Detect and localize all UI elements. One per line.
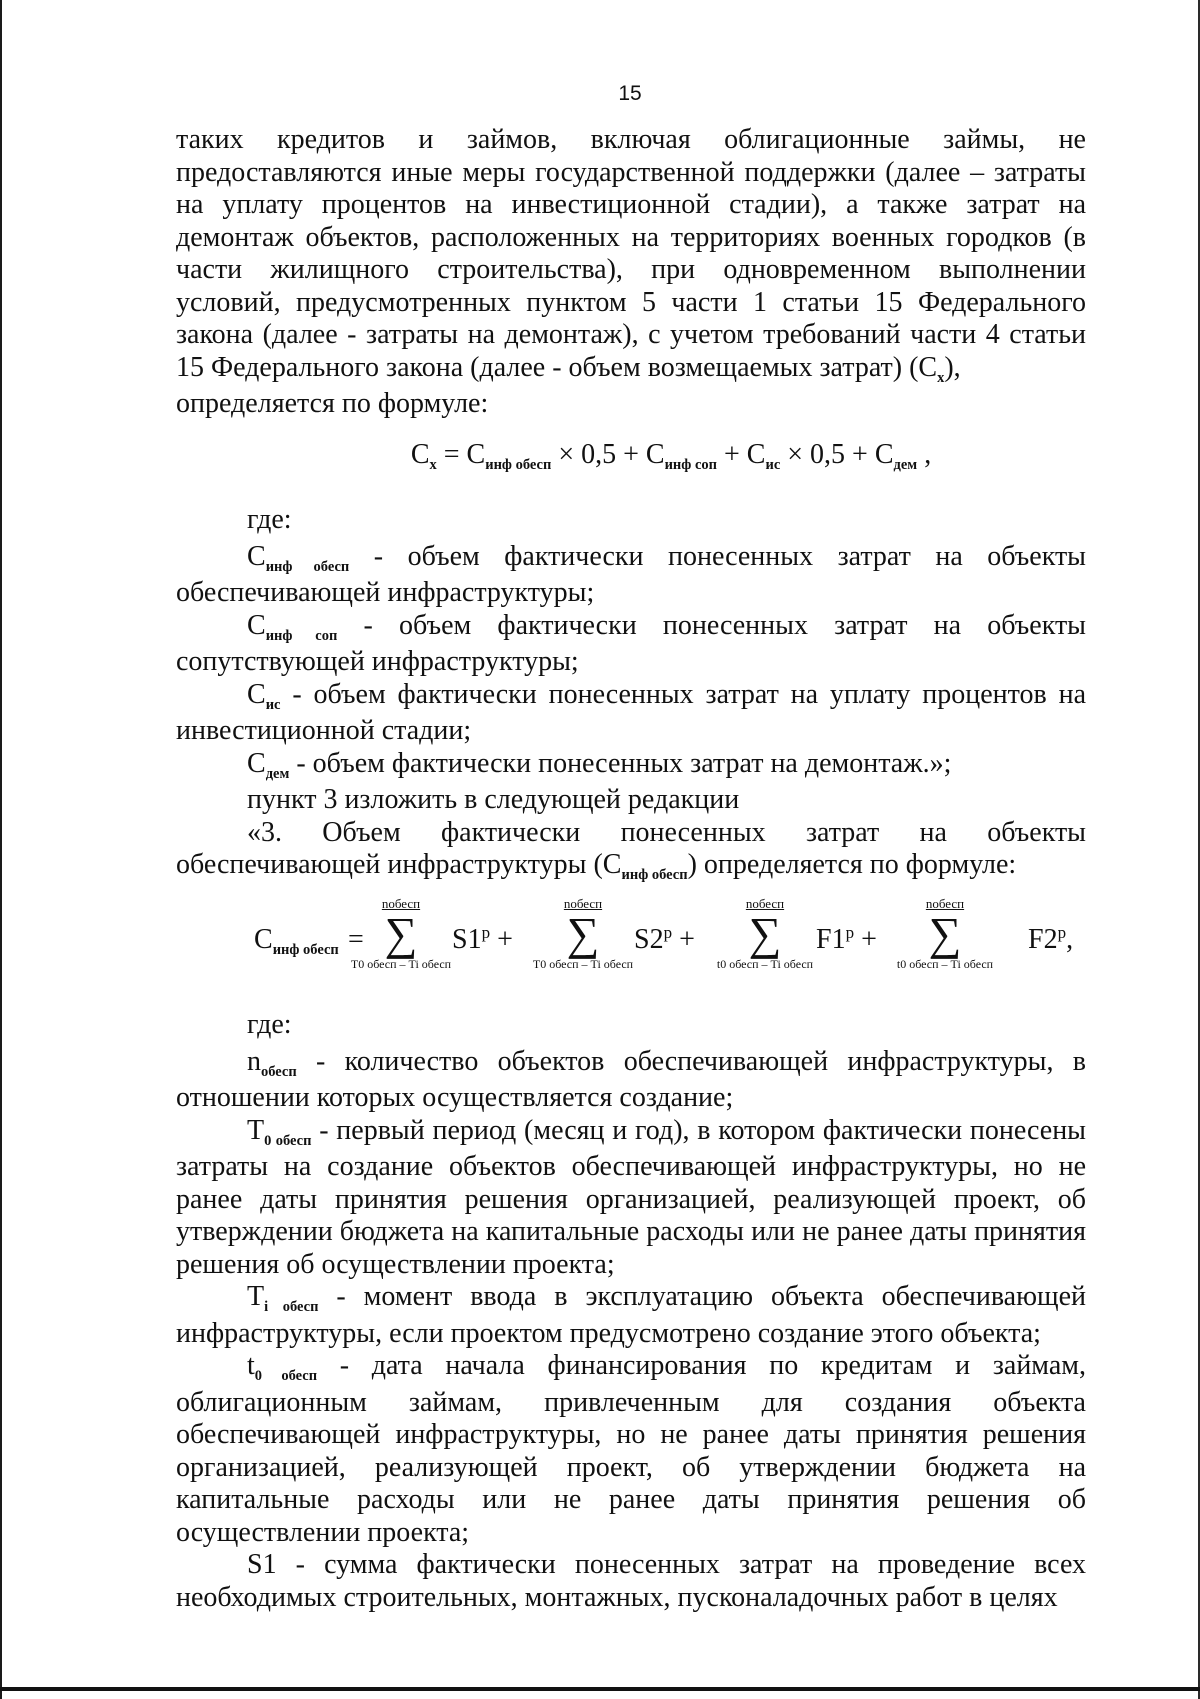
def-subscript: 0 обесп: [264, 1132, 312, 1149]
sum-3-lower: t0 обесп – Ti обесп: [716, 956, 814, 971]
def-symbol: n: [247, 1045, 261, 1077]
term-f1: [816, 924, 877, 960]
sum-3: [710, 896, 820, 972]
sum-1: [346, 896, 456, 972]
def-text: - объем фактически понесенных затрат на демонтаж.»;: [289, 747, 952, 779]
def-symbol: C: [247, 609, 266, 641]
term-s1-symbol: S1: [452, 923, 482, 955]
formula2-lhs-symbol: C: [254, 923, 273, 955]
def-text: - момент ввода в эксплуатацию объекта обеспечивающей инфраструктуры, если проектом предусмотрено создание этого объекта;: [176, 1281, 1086, 1349]
definition-s1: S1 - сумма фактически понесенных затрат на проведение всех необходимых строительных, монтажных, пусконаладочных работ в целях: [176, 1549, 1086, 1613]
paragraph-point-3: [176, 817, 1086, 886]
cx-subscript: x: [937, 369, 945, 386]
def-text: - объем фактически понесенных затрат на объекты сопутствующей инфраструктуры;: [176, 609, 1086, 677]
formula-subscript: ис: [765, 456, 781, 473]
sigma-symbol: ∑: [748, 907, 782, 959]
term-f2-superscript: p: [1057, 922, 1067, 942]
term-s2-symbol: S2: [634, 923, 664, 955]
plus-sign: +: [497, 923, 513, 955]
def-subscript: ис: [265, 696, 281, 713]
def-subscript: инф соп: [265, 627, 338, 644]
scan-edge-bottom: [0, 1687, 1200, 1691]
term-s1-superscript: p: [481, 922, 491, 942]
sum-4-lower: t0 обесп – Ti обесп: [896, 956, 994, 971]
formula-subscript: дем: [893, 456, 918, 473]
def-subscript: 0 обесп: [254, 1368, 318, 1384]
formula-term: = C: [436, 438, 486, 470]
definition-t0-small-obesp: [176, 1350, 1086, 1549]
sum-2: [528, 896, 638, 972]
page-number: 15: [618, 82, 642, 105]
point-3-instruction: пункт 3 изложить в следующей редакции: [247, 784, 740, 815]
def-text: - количество объектов обеспечивающей инфраструктуры, в отношении которых осуществляется создание;: [176, 1045, 1086, 1113]
definition-c-is: [176, 679, 1086, 748]
def-text: - первый период (месяц и год), в котором фактически понесены затраты на создание объектов обеспечивающей инфраструктуры, но не ранее даты принятия решения организацией, реализующей проект, об утверждении бюджета на капитальные расходы или не ранее даты принятия решения об осуществлении проекта;: [176, 1114, 1086, 1280]
definition-c-inf-sop: [176, 610, 1086, 679]
scan-edge-left: [0, 0, 2, 1699]
def-symbol: T: [247, 1281, 265, 1312]
sigma-symbol: ∑: [384, 907, 418, 959]
sum-1-lower: T0 обесп – Ti обесп: [350, 956, 452, 971]
def-subscript: i обесп: [264, 1299, 319, 1315]
intro-text: таких кредитов и займов, включая облигационные займы, не предоставляются иные меры государственной поддержки (далее – затраты на уплату процентов на инвестиционной стадии), а также затрат на демонтаж объектов, расположенных на территориях военных городков (в части жилищного строительства), при одновременном выполнении условий, предусмотренных пунктом 5 части 1 статьи 15 Федерального закона (далее - затраты на демонтаж), с учетом требований части 4 статьи 15 Федерального закона (далее - объем возмещаемых затрат) (C: [176, 124, 1086, 383]
intro-end: ),: [944, 351, 961, 383]
formula-cx: [176, 421, 1086, 489]
formula-subscript: x: [429, 456, 437, 473]
term-f2: [1028, 924, 1073, 960]
formula2-equals: =: [348, 923, 364, 955]
formula-term: C: [410, 438, 430, 470]
def-symbol: t: [247, 1350, 255, 1381]
sum-1-upper: nобесп: [381, 895, 421, 911]
formula-c-inf-obesp: [176, 890, 1086, 994]
plus-sign: +: [861, 923, 877, 955]
term-f1-superscript: p: [845, 922, 855, 942]
paragraph-intro-last: определяется по формуле:: [176, 388, 489, 419]
sigma-symbol: ∑: [566, 907, 600, 959]
definition-c-inf-obesp: [176, 541, 1086, 610]
def-symbol: T: [247, 1114, 265, 1146]
definition-ti-obesp: [176, 1281, 1086, 1350]
p3-subscript: инф обесп: [621, 867, 688, 883]
sum-4-upper: nобесп: [925, 895, 965, 911]
def-text: - дата начала финансирования по кредитам и займам, облигационным займам, привлеченным для создания объекта обеспечивающей инфраструктуры, но не ранее даты принятия решения организацией, реализующей проект, об утверждении бюджета на капитальные расходы или не ранее даты принятия решения об осуществлении проекта;: [176, 1350, 1086, 1548]
term-s2: [634, 924, 695, 960]
def-text: - объем фактически понесенных затрат на объекты обеспечивающей инфраструктуры;: [176, 540, 1086, 608]
term-s1: [452, 924, 513, 960]
sum-2-upper: nобесп: [563, 895, 603, 911]
paragraph-intro: [176, 124, 1086, 388]
p3-text: «3. Объем фактически понесенных затрат на объекты обеспечивающей инфраструктуры (C: [176, 816, 1086, 880]
definition-c-dem: [176, 748, 1086, 785]
formula2-lhs-subscript: инф обесп: [272, 941, 339, 958]
formula-term: + C: [717, 438, 766, 470]
def-symbol: C: [247, 540, 266, 572]
sum-4: [890, 896, 1000, 972]
formula2-lhs: [254, 924, 339, 961]
definition-n-obesp: [176, 1046, 1086, 1115]
def-subscript: обесп: [261, 1063, 297, 1080]
definition-t0-obesp: [176, 1115, 1086, 1282]
sum-3-upper: nобесп: [745, 895, 785, 911]
term-f2-symbol: F2: [1028, 923, 1058, 955]
def-symbol: C: [247, 678, 266, 710]
formula2-comma: ,: [1066, 923, 1074, 955]
where-label-1: где:: [247, 503, 292, 535]
sum-2-lower: T0 обесп – Ti обесп: [532, 956, 634, 971]
term-f1-symbol: F1: [816, 923, 846, 955]
def-text: - объем фактически понесенных затрат на уплату процентов на инвестиционной стадии;: [176, 678, 1086, 746]
formula-subscript: инф обесп: [485, 456, 552, 473]
def-symbol: C: [247, 747, 266, 779]
formula-subscript: инф соп: [664, 456, 717, 473]
formula-term: ,: [917, 438, 932, 470]
where-label-2: где:: [247, 1008, 292, 1040]
def-subscript: инф обесп: [265, 558, 350, 575]
formula-term: × 0,5 + C: [780, 438, 894, 470]
def-subscript: дем: [265, 765, 290, 782]
term-s2-superscript: p: [663, 922, 673, 942]
p3-text-end: ) определяется по формуле:: [687, 849, 1017, 880]
formula-term: × 0,5 + C: [551, 438, 665, 470]
document-body: [176, 124, 1086, 1614]
plus-sign: +: [679, 923, 695, 955]
sigma-symbol: ∑: [928, 907, 962, 959]
